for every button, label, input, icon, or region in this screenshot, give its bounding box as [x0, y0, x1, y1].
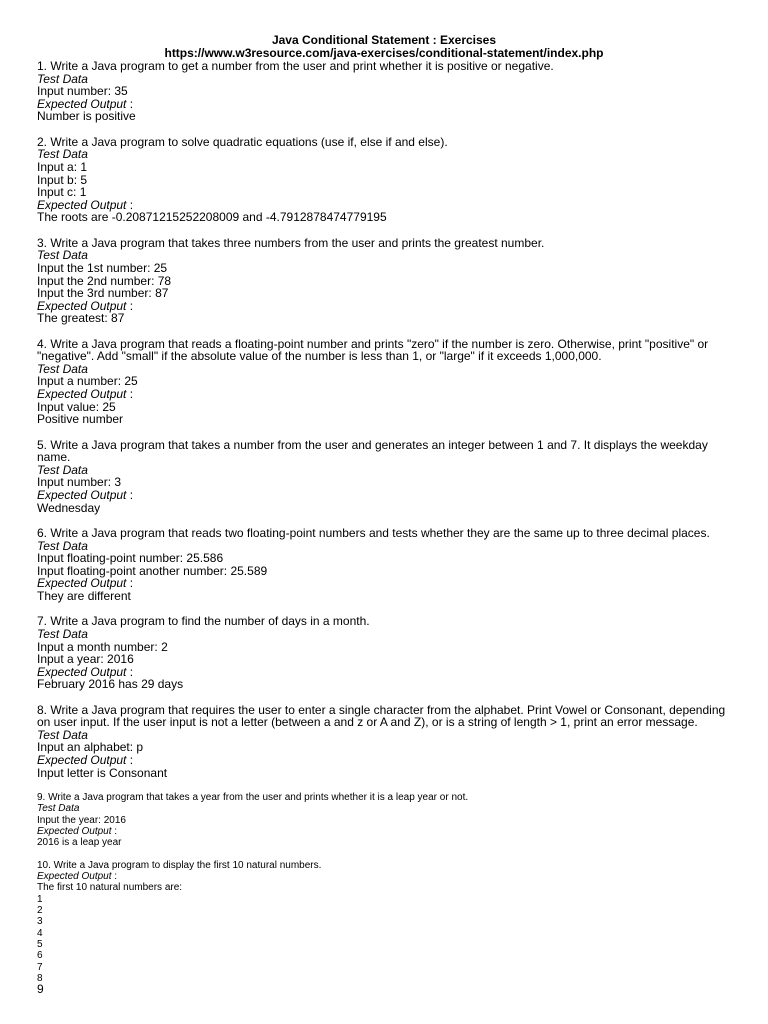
expected-output-line: 2016 is a leap year — [37, 837, 122, 849]
test-data-line: Input a: 1 — [37, 159, 88, 174]
test-data-label: Test Data — [37, 727, 88, 742]
expected-output-line: The greatest: 87 — [37, 311, 125, 326]
expected-output-heading — [37, 489, 731, 502]
expected-output-line: 6 — [37, 950, 43, 962]
test-data-label: Test Data — [37, 71, 88, 86]
document-title: Java Conditional Statement : Exercises — [271, 33, 497, 47]
test-data-label: Test Data — [37, 538, 88, 553]
exercise-item — [37, 60, 731, 123]
expected-output-line: Positive number — [37, 412, 124, 427]
test-data-line: Input the 3rd number: 87 — [37, 286, 169, 301]
expected-output-line: Input value: 25 — [37, 399, 116, 414]
expected-output-line: 2 — [37, 905, 43, 917]
expected-output-line: February 2016 has 29 days — [37, 677, 184, 692]
exercise-question: 3. Write a Java program that takes three numbers from the user and prints the greatest number. — [37, 235, 545, 250]
exercise-item — [37, 615, 731, 691]
document-page — [37, 34, 731, 1007]
expected-output-colon: : — [126, 488, 134, 502]
exercise-item — [37, 527, 731, 603]
expected-output-colon: : — [126, 753, 134, 768]
test-data-line: Input the year: 2016 — [37, 814, 126, 826]
expected-output-colon: : — [111, 825, 118, 837]
exercise-item — [37, 136, 731, 224]
expected-output-colon: : — [126, 576, 134, 591]
expected-output-line: 1 — [37, 893, 43, 905]
exercise-item — [37, 860, 731, 996]
expected-output-label: Expected Output — [37, 664, 127, 679]
exercise-question: 1. Write a Java program to get a number from the user and print whether it is positive or negative. — [37, 59, 554, 73]
test-data-label: Test Data — [37, 361, 88, 376]
expected-output-line: The first 10 natural numbers are: — [37, 882, 183, 894]
exercise-question: 5. Write a Java program that takes a number from the user and generates an integer between 1 and 7. It displays the weekday name. — [37, 437, 708, 465]
expected-output-line: They are different — [37, 588, 131, 603]
exercise-item — [37, 704, 731, 780]
test-data-label: Test Data — [37, 803, 80, 815]
expected-output-line: 4 — [37, 927, 43, 939]
expected-output-label: Expected Output — [37, 488, 127, 502]
expected-output-heading — [37, 577, 731, 590]
expected-output-line: 8 — [37, 972, 43, 984]
test-data-line: Input b: 5 — [37, 172, 88, 187]
expected-output-line: 7 — [37, 961, 43, 973]
test-data-line: Input number: 35 — [37, 84, 128, 99]
expected-output-heading — [37, 871, 731, 882]
test-data-line: Input a month number: 2 — [37, 639, 168, 654]
document-header — [37, 34, 731, 60]
exercise-item — [37, 338, 731, 426]
exercise-question: 4. Write a Java program that reads a floating-point number and prints "zero" if the number is zero. Otherwise, print "positive" or "negative". Add "small" if the absolute value of the number is less than 1, or "large" if it exceeds 1,000,000. — [37, 336, 709, 364]
expected-output-colon: : — [126, 298, 134, 313]
test-data-line: Input number: 3 — [37, 475, 122, 490]
exercise-question: 10. Write a Java program to display the first 10 natural numbers. — [37, 859, 322, 871]
expected-output-label: Expected Output — [37, 387, 127, 402]
expected-output-heading — [37, 300, 731, 313]
expected-output-label: Expected Output — [37, 298, 127, 313]
test-data-line: Input floating-point another number: 25.589 — [37, 563, 268, 578]
exercise-question: 8. Write a Java program that requires the user to enter a single character from the alphabet. Print Vowel or Consonant, depending on user input. If the user input is not a letter (between a and z or A and Z), or is a string of length > 1, print an error message. — [37, 702, 726, 730]
expected-output-heading — [37, 826, 731, 837]
expected-output-line: 3 — [37, 916, 43, 928]
test-data-line: Input the 1st number: 25 — [37, 260, 168, 275]
exercise-item — [37, 237, 731, 325]
expected-output-colon: : — [111, 871, 118, 883]
expected-output-label: Expected Output — [37, 825, 112, 837]
expected-output-line: Input letter is Consonant — [37, 765, 168, 780]
expected-output-colon: : — [126, 664, 134, 679]
expected-output-heading — [37, 388, 731, 401]
test-data-label: Test Data — [37, 248, 88, 263]
test-data-line: Input c: 1 — [37, 185, 87, 200]
expected-output-colon: : — [126, 387, 134, 402]
test-data-line: Input a year: 2016 — [37, 652, 134, 667]
exercise-question: 6. Write a Java program that reads two floating-point numbers and tests whether they are the same up to three decimal places. — [37, 525, 710, 540]
test-data-label: Test Data — [37, 147, 88, 162]
expected-output-line: 5 — [37, 938, 43, 950]
test-data-line: Input an alphabet: p — [37, 740, 144, 755]
exercise-question: 7. Write a Java program to find the number of days in a month. — [37, 614, 370, 629]
expected-output-heading — [37, 754, 731, 767]
expected-output-label: Expected Output — [37, 197, 127, 212]
test-data-label: Test Data — [37, 626, 88, 641]
expected-output-label: Expected Output — [37, 576, 127, 591]
expected-output-label: Expected Output — [37, 96, 127, 111]
expected-output-label: Expected Output — [37, 871, 112, 883]
test-data-line: Input the 2nd number: 78 — [37, 273, 172, 288]
expected-output-colon: : — [126, 96, 134, 111]
test-data-line: Input floating-point number: 25.586 — [37, 551, 224, 566]
test-data-line: Input a number: 25 — [37, 374, 138, 389]
expected-output-label: Expected Output — [37, 753, 127, 768]
expected-output-line: Wednesday — [37, 500, 101, 515]
exercise-question: 9. Write a Java program that takes a year from the user and prints whether it is a leap year or not. — [37, 792, 469, 804]
exercise-question: 2. Write a Java program to solve quadratic equations (use if, else if and else). — [37, 134, 448, 149]
expected-output-line: Number is positive — [37, 109, 136, 124]
expected-output-line: The roots are -0.20871215252208009 and -4.7912878474779195 — [37, 210, 387, 225]
expected-output-line: 9 — [37, 982, 44, 997]
exercise-list — [37, 60, 731, 995]
exercise-item — [37, 792, 731, 848]
exercise-item — [37, 439, 731, 515]
document-source-url: https://www.w3resource.com/java-exercises/conditional-statement/index.php — [164, 46, 604, 60]
test-data-label: Test Data — [37, 462, 88, 477]
expected-output-heading — [37, 98, 731, 111]
expected-output-colon: : — [126, 197, 134, 212]
